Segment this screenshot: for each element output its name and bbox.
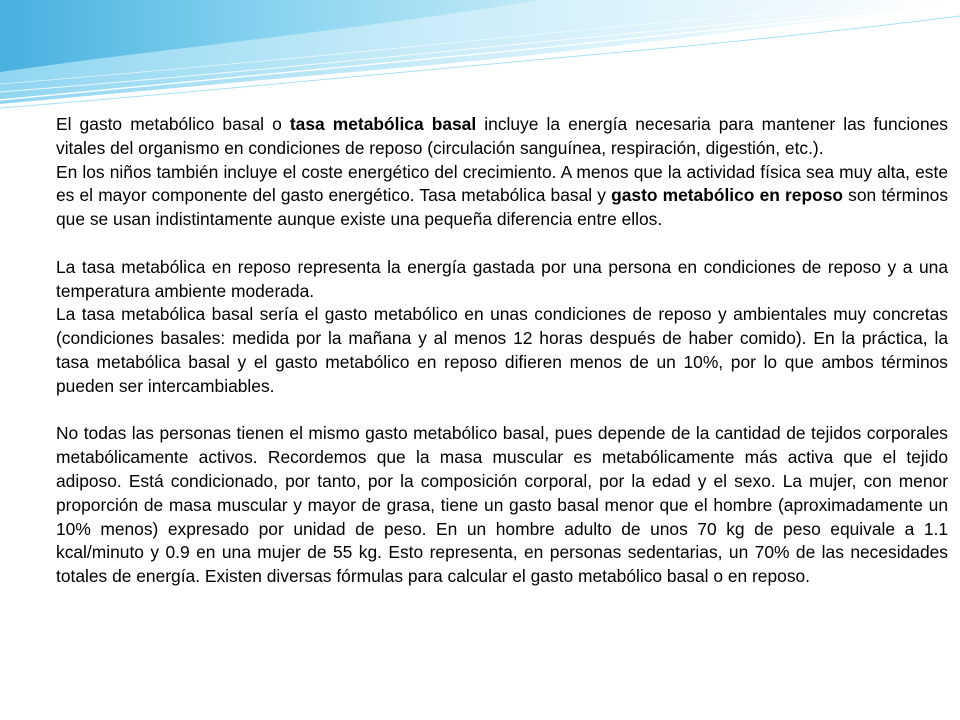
bold-term: tasa metabólica basal (289, 114, 477, 134)
paragraph-5 (56, 422, 948, 589)
bold-term: gasto metabólico en reposo (611, 185, 843, 206)
paragraph-4 (56, 303, 948, 398)
paragraph-3 (56, 256, 948, 304)
body-text (56, 113, 948, 589)
text-run: son términos que se usan indistintamente aunque existe una pequeña diferencia entre ellos. (56, 185, 949, 230)
text-run: En los niños también incluye el coste energético del crecimiento. A menos que la actividad física sea muy alta, este es el mayor componente del gasto energético. Tasa metabólica basal y (56, 161, 948, 206)
text-run: La tasa metabólica basal sería el gasto metabólico en unas condiciones de reposo y ambientales muy concretas (condiciones basales: medida por la mañana y al menos 12 horas después de haber comido). En la práctica, la tasa metabólica basal y el gasto metabólico en reposo difieren menos de un 10%, por lo que ambos términos pueden ser intercambiables. (56, 304, 948, 396)
paragraph-1 (56, 113, 948, 161)
text-run: No todas las personas tienen el mismo gasto metabólico basal, pues depende de la cantidad de tejidos corporales metabólicamente activos. Recordemos que la masa muscular es metabólicamente más activa que el tejido adiposo. Está condicionado, por tanto, por la composición corporal, por la edad y el sexo. La mujer, con menor proporción de masa muscular y mayor de grasa, tiene un gasto basal menor que el hombre (aproximadamente un 10% menos) expresado por unidad de peso. En un hombre adulto de unos 70 kg de peso equivale a 1.1 kcal/minuto y 0.9 en una mujer de 55 kg. Esto representa, en personas sedentarias, un 70% de las necesidades totales de energía. Existen diversas fórmulas para calcular el gasto metabólico basal o en reposo. (56, 423, 948, 587)
text-run: La tasa metabólica en reposo representa la energía gastada por una persona en condiciones de reposo y a una temperatura ambiente moderada. (56, 256, 948, 301)
header-wave-decoration (0, 0, 960, 120)
paragraph-2 (56, 161, 948, 232)
text-run: El gasto metabólico basal o (56, 114, 290, 134)
text-run: incluye la energía necesaria para mantener las funciones vitales del organismo en condiciones de reposo (circulación sanguínea, respiración, digestión, etc.). (56, 114, 948, 158)
